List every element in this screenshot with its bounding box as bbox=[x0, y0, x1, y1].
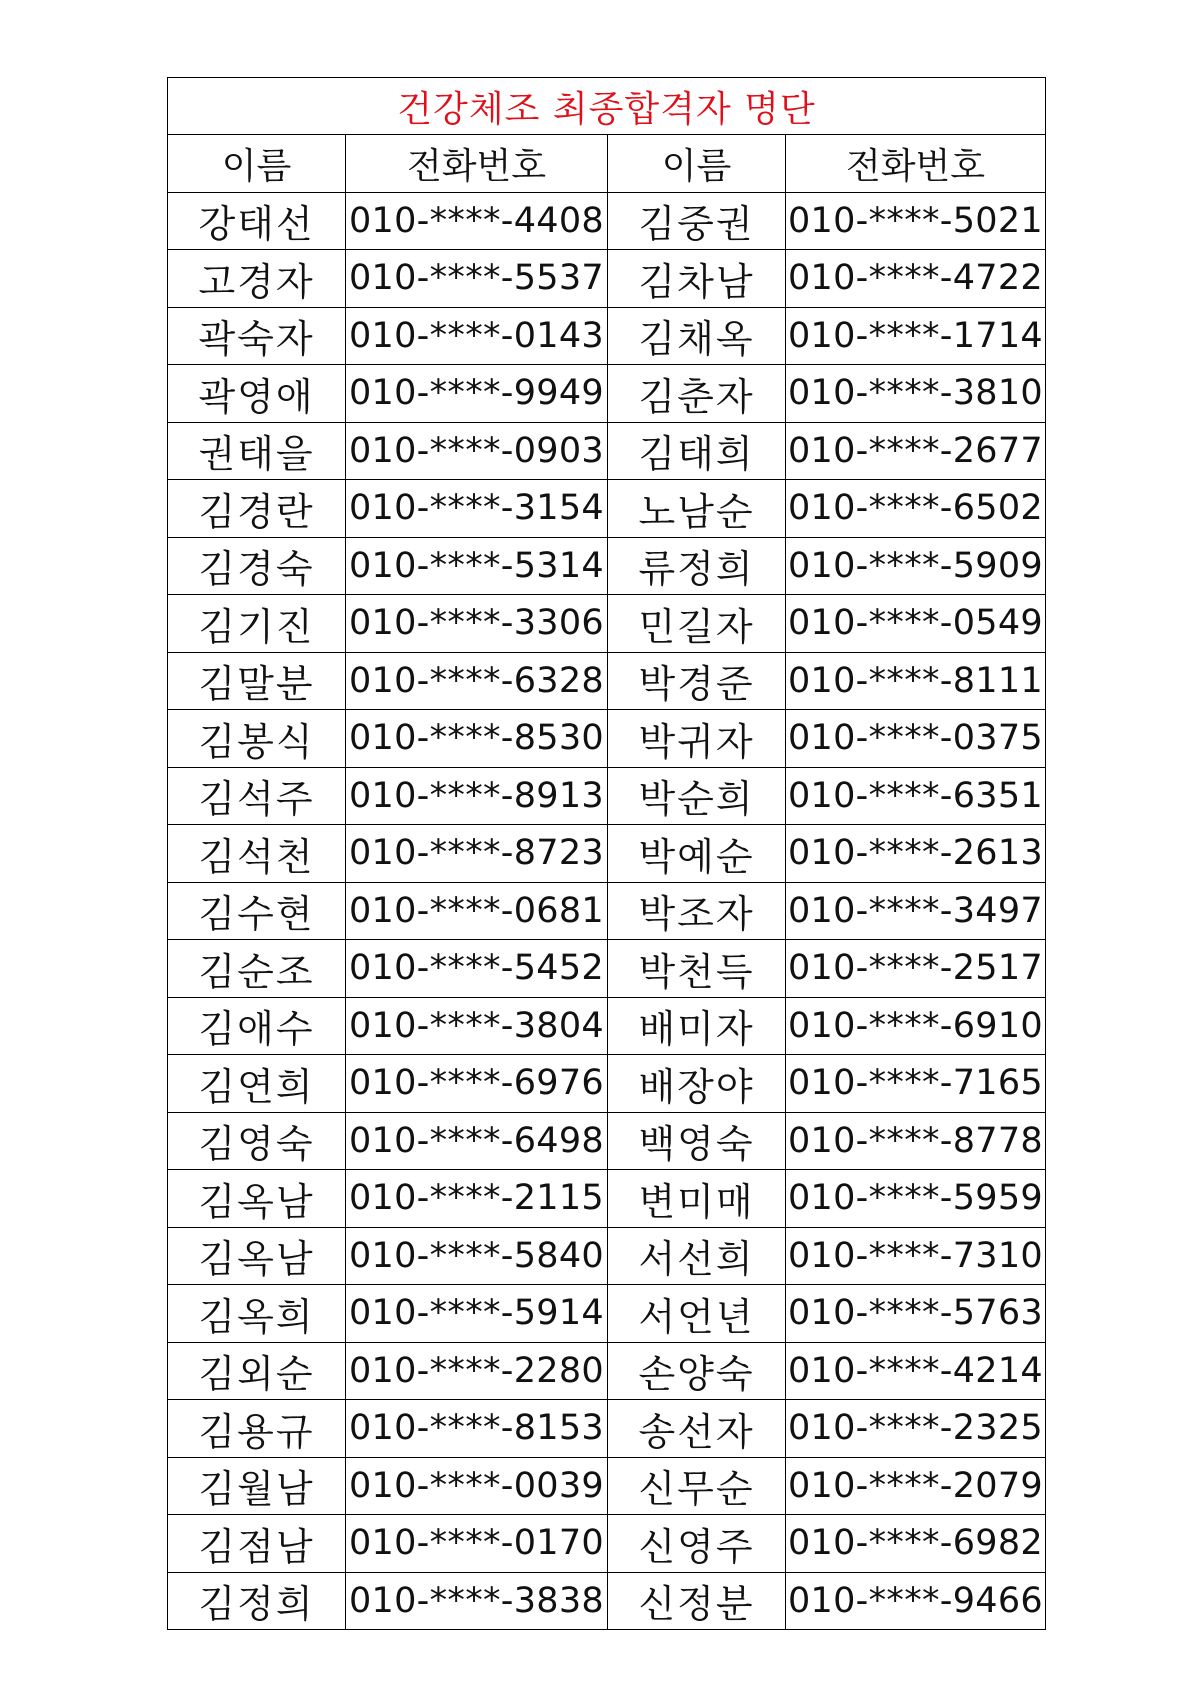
cell-name-right: 김춘자 bbox=[608, 365, 786, 423]
roster-table bbox=[167, 77, 1046, 1630]
cell-phone-left: 010-****-5537 bbox=[346, 250, 608, 308]
cell-name-right: 민길자 bbox=[608, 595, 786, 653]
cell-name-left: 김연희 bbox=[168, 1055, 346, 1113]
cell-name-left: 곽영애 bbox=[168, 365, 346, 423]
cell-phone-left: 010-****-0143 bbox=[346, 307, 608, 365]
cell-phone-right: 010-****-8111 bbox=[786, 652, 1046, 710]
cell-phone-right: 010-****-6351 bbox=[786, 767, 1046, 825]
cell-phone-left: 010-****-5840 bbox=[346, 1227, 608, 1285]
table-row bbox=[168, 825, 1046, 883]
table-row bbox=[168, 1457, 1046, 1515]
cell-name-right: 배장야 bbox=[608, 1055, 786, 1113]
cell-name-right: 김차남 bbox=[608, 250, 786, 308]
cell-phone-left: 010-****-6976 bbox=[346, 1055, 608, 1113]
header-phone-left: 전화번호 bbox=[346, 135, 608, 193]
cell-phone-left: 010-****-0903 bbox=[346, 422, 608, 480]
table-row bbox=[168, 1342, 1046, 1400]
cell-phone-right: 010-****-2677 bbox=[786, 422, 1046, 480]
cell-name-left: 고경자 bbox=[168, 250, 346, 308]
cell-name-right: 신무순 bbox=[608, 1457, 786, 1515]
cell-phone-right: 010-****-4722 bbox=[786, 250, 1046, 308]
cell-phone-right: 010-****-6502 bbox=[786, 480, 1046, 538]
header-row bbox=[168, 135, 1046, 193]
cell-name-left: 곽숙자 bbox=[168, 307, 346, 365]
cell-phone-right: 010-****-3810 bbox=[786, 365, 1046, 423]
cell-name-right: 박경준 bbox=[608, 652, 786, 710]
cell-phone-right: 010-****-0375 bbox=[786, 710, 1046, 768]
cell-name-left: 김정희 bbox=[168, 1572, 346, 1630]
cell-phone-left: 010-****-8723 bbox=[346, 825, 608, 883]
cell-name-left: 김경란 bbox=[168, 480, 346, 538]
cell-name-right: 김태희 bbox=[608, 422, 786, 480]
cell-name-right: 백영숙 bbox=[608, 1112, 786, 1170]
cell-phone-right: 010-****-8778 bbox=[786, 1112, 1046, 1170]
table-row bbox=[168, 1400, 1046, 1458]
table-row bbox=[168, 940, 1046, 998]
cell-phone-left: 010-****-5914 bbox=[346, 1285, 608, 1343]
cell-name-right: 신정분 bbox=[608, 1572, 786, 1630]
table-row bbox=[168, 1515, 1046, 1573]
cell-name-left: 김점남 bbox=[168, 1515, 346, 1573]
cell-phone-left: 010-****-8913 bbox=[346, 767, 608, 825]
cell-phone-right: 010-****-3497 bbox=[786, 882, 1046, 940]
cell-name-right: 박예순 bbox=[608, 825, 786, 883]
cell-name-right: 신영주 bbox=[608, 1515, 786, 1573]
table-row bbox=[168, 307, 1046, 365]
cell-name-right: 박귀자 bbox=[608, 710, 786, 768]
cell-phone-right: 010-****-6982 bbox=[786, 1515, 1046, 1573]
cell-name-left: 김옥희 bbox=[168, 1285, 346, 1343]
cell-name-right: 박천득 bbox=[608, 940, 786, 998]
table-row bbox=[168, 192, 1046, 250]
cell-name-right: 노남순 bbox=[608, 480, 786, 538]
table-row bbox=[168, 1285, 1046, 1343]
cell-phone-right: 010-****-7165 bbox=[786, 1055, 1046, 1113]
cell-name-left: 김기진 bbox=[168, 595, 346, 653]
cell-phone-left: 010-****-4408 bbox=[346, 192, 608, 250]
cell-phone-left: 010-****-3306 bbox=[346, 595, 608, 653]
cell-phone-right: 010-****-4214 bbox=[786, 1342, 1046, 1400]
cell-name-left: 김석천 bbox=[168, 825, 346, 883]
cell-phone-left: 010-****-5452 bbox=[346, 940, 608, 998]
cell-name-right: 서언년 bbox=[608, 1285, 786, 1343]
cell-name-right: 배미자 bbox=[608, 997, 786, 1055]
table-row bbox=[168, 595, 1046, 653]
cell-phone-right: 010-****-5763 bbox=[786, 1285, 1046, 1343]
title-row bbox=[168, 78, 1046, 135]
cell-phone-right: 010-****-9466 bbox=[786, 1572, 1046, 1630]
table-row bbox=[168, 1112, 1046, 1170]
cell-name-right: 김채옥 bbox=[608, 307, 786, 365]
table-row bbox=[168, 997, 1046, 1055]
cell-name-left: 김봉식 bbox=[168, 710, 346, 768]
cell-phone-right: 010-****-5909 bbox=[786, 537, 1046, 595]
cell-phone-right: 010-****-6910 bbox=[786, 997, 1046, 1055]
cell-name-right: 류정희 bbox=[608, 537, 786, 595]
cell-name-left: 김외순 bbox=[168, 1342, 346, 1400]
cell-name-left: 김순조 bbox=[168, 940, 346, 998]
roster-body bbox=[168, 192, 1046, 1630]
cell-name-right: 김중권 bbox=[608, 192, 786, 250]
table-row bbox=[168, 365, 1046, 423]
header-phone-right: 전화번호 bbox=[786, 135, 1046, 193]
table-row bbox=[168, 250, 1046, 308]
cell-phone-right: 010-****-0549 bbox=[786, 595, 1046, 653]
cell-phone-left: 010-****-6498 bbox=[346, 1112, 608, 1170]
table-row bbox=[168, 710, 1046, 768]
cell-phone-left: 010-****-6328 bbox=[346, 652, 608, 710]
cell-phone-right: 010-****-5021 bbox=[786, 192, 1046, 250]
cell-phone-left: 010-****-0681 bbox=[346, 882, 608, 940]
table-row bbox=[168, 767, 1046, 825]
cell-phone-right: 010-****-2325 bbox=[786, 1400, 1046, 1458]
cell-name-left: 김옥남 bbox=[168, 1227, 346, 1285]
table-row bbox=[168, 652, 1046, 710]
cell-phone-left: 010-****-5314 bbox=[346, 537, 608, 595]
cell-name-left: 김석주 bbox=[168, 767, 346, 825]
roster-sheet bbox=[167, 77, 1046, 1630]
cell-name-right: 서선희 bbox=[608, 1227, 786, 1285]
cell-phone-right: 010-****-2613 bbox=[786, 825, 1046, 883]
cell-phone-right: 010-****-1714 bbox=[786, 307, 1046, 365]
cell-name-left: 김월남 bbox=[168, 1457, 346, 1515]
cell-name-right: 박조자 bbox=[608, 882, 786, 940]
header-name-left: 이름 bbox=[168, 135, 346, 193]
cell-name-right: 손양숙 bbox=[608, 1342, 786, 1400]
cell-phone-right: 010-****-2517 bbox=[786, 940, 1046, 998]
cell-phone-left: 010-****-0039 bbox=[346, 1457, 608, 1515]
cell-name-left: 김수현 bbox=[168, 882, 346, 940]
cell-name-left: 김말분 bbox=[168, 652, 346, 710]
cell-name-left: 김영숙 bbox=[168, 1112, 346, 1170]
cell-name-left: 김경숙 bbox=[168, 537, 346, 595]
table-row bbox=[168, 1055, 1046, 1113]
table-row bbox=[168, 1572, 1046, 1630]
cell-name-right: 송선자 bbox=[608, 1400, 786, 1458]
table-row bbox=[168, 480, 1046, 538]
table-row bbox=[168, 882, 1046, 940]
cell-phone-left: 010-****-2115 bbox=[346, 1170, 608, 1228]
cell-name-left: 김옥남 bbox=[168, 1170, 346, 1228]
cell-phone-left: 010-****-3838 bbox=[346, 1572, 608, 1630]
cell-phone-left: 010-****-8530 bbox=[346, 710, 608, 768]
cell-phone-left: 010-****-9949 bbox=[346, 365, 608, 423]
cell-phone-right: 010-****-7310 bbox=[786, 1227, 1046, 1285]
table-row bbox=[168, 1227, 1046, 1285]
cell-name-left: 김용규 bbox=[168, 1400, 346, 1458]
cell-phone-left: 010-****-3804 bbox=[346, 997, 608, 1055]
table-row bbox=[168, 1170, 1046, 1228]
cell-name-right: 변미매 bbox=[608, 1170, 786, 1228]
cell-name-left: 권태을 bbox=[168, 422, 346, 480]
cell-phone-left: 010-****-8153 bbox=[346, 1400, 608, 1458]
page-title: 건강체조 최종합격자 명단 bbox=[168, 78, 1046, 135]
cell-phone-right: 010-****-5959 bbox=[786, 1170, 1046, 1228]
header-name-right: 이름 bbox=[608, 135, 786, 193]
table-row bbox=[168, 537, 1046, 595]
table-row bbox=[168, 422, 1046, 480]
cell-phone-right: 010-****-2079 bbox=[786, 1457, 1046, 1515]
cell-name-right: 박순희 bbox=[608, 767, 786, 825]
cell-phone-left: 010-****-0170 bbox=[346, 1515, 608, 1573]
cell-name-left: 강태선 bbox=[168, 192, 346, 250]
cell-phone-left: 010-****-3154 bbox=[346, 480, 608, 538]
cell-phone-left: 010-****-2280 bbox=[346, 1342, 608, 1400]
cell-name-left: 김애수 bbox=[168, 997, 346, 1055]
